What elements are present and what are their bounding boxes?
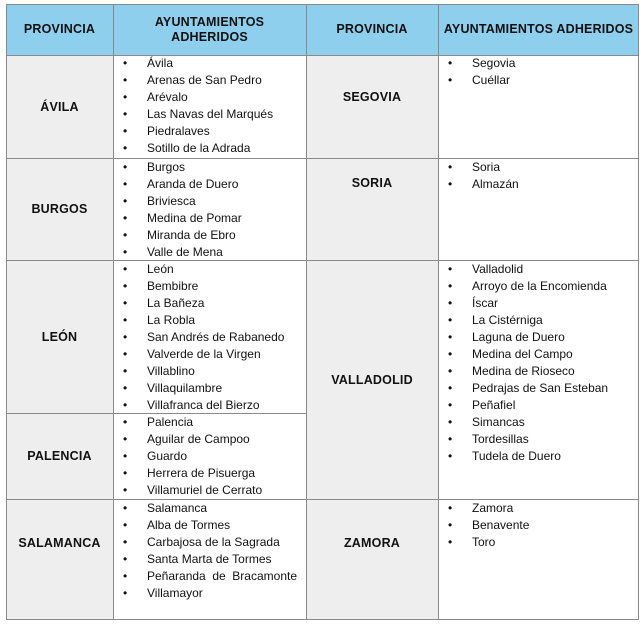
list-item: • Almazán — [438, 176, 639, 193]
towns-leon — [113, 261, 306, 413]
list-item: • Bembibre — [113, 278, 306, 295]
list-item: • Palencia — [113, 414, 306, 431]
province-leon: LEÓN — [41, 329, 78, 344]
list-item: • Cuéllar — [438, 72, 639, 89]
province-salamanca: SALAMANCA — [18, 535, 101, 550]
list-item: • Miranda de Ebro — [113, 227, 306, 244]
province-avila: ÁVILA — [40, 99, 79, 114]
towns-salamanca — [113, 500, 306, 620]
header-towns-right: AYUNTAMIENTOS ADHERIDOS — [443, 22, 634, 36]
list-item: • Arenas de San Pedro — [113, 72, 306, 89]
list-item: • Salamanca — [113, 500, 306, 517]
list-item: • Peñaranda de Bracamonte — [113, 568, 297, 585]
province-segovia: SEGOVIA — [342, 89, 402, 104]
list-item: • Valle de Mena — [113, 244, 306, 261]
list-item: • Villafranca del Bierzo — [113, 397, 306, 414]
list-item: • Burgos — [113, 159, 306, 176]
list-item: • Segovia — [438, 55, 639, 72]
header-province-right: PROVINCIA — [336, 22, 408, 36]
list-item: • Laguna de Duero — [438, 329, 639, 346]
list-item: • Íscar — [438, 295, 639, 312]
list-item: • Villablino — [113, 363, 306, 380]
towns-zamora — [438, 500, 639, 620]
list-item: • Ávila — [113, 55, 306, 72]
list-item: • La Bañeza — [113, 295, 306, 312]
towns-palencia — [113, 414, 306, 499]
list-item: • Pedrajas de San Esteban — [438, 380, 639, 397]
list-item: • Herrera de Pisuerga — [113, 465, 306, 482]
towns-segovia — [438, 55, 639, 158]
list-item: • Las Navas del Marqués — [113, 106, 306, 123]
list-item: • San Andrés de Rabanedo — [113, 329, 306, 346]
list-item: • Arévalo — [113, 89, 306, 106]
list-item: • La Robla — [113, 312, 306, 329]
province-zamora: ZAMORA — [343, 535, 401, 550]
province-valladolid: VALLADOLID — [331, 372, 413, 387]
list-item: • Tudela de Duero — [438, 448, 639, 465]
list-item: • Villamayor — [113, 585, 306, 602]
list-item: • Aguilar de Campoo — [113, 431, 306, 448]
list-item: • Peñafiel — [438, 397, 639, 414]
list-item: • Medina del Campo — [438, 346, 639, 363]
list-item: • Villamuriel de Cerrato — [113, 482, 306, 499]
list-item: • León — [113, 261, 306, 278]
province-burgos: BURGOS — [31, 202, 88, 216]
province-soria: SORIA — [351, 176, 393, 190]
list-item: • Briviesca — [113, 193, 306, 210]
list-item: • Arroyo de la Encomienda — [438, 278, 639, 295]
list-item: • Valverde de la Virgen — [113, 346, 306, 363]
towns-burgos — [113, 159, 306, 260]
list-item: • Simancas — [438, 414, 639, 431]
list-item: • La Cistérniga — [438, 312, 639, 329]
list-item: • Zamora — [438, 500, 639, 517]
towns-valladolid — [438, 261, 639, 499]
provinces-table — [6, 4, 639, 620]
list-item: • Santa Marta de Tormes — [113, 551, 306, 568]
list-item: • Piedralaves — [113, 123, 306, 140]
list-item: • Benavente — [438, 517, 639, 534]
header-towns-left: AYUNTAMIENTOS ADHERIDOS — [154, 14, 265, 44]
list-item: • Sotillo de la Adrada — [113, 140, 306, 157]
list-item: • Toro — [438, 534, 639, 551]
list-item: • Medina de Rioseco — [438, 363, 639, 380]
list-item: • Soria — [438, 159, 639, 176]
header-province-left: PROVINCIA — [23, 22, 96, 36]
list-item: • Carbajosa de la Sagrada — [113, 534, 306, 551]
towns-avila — [113, 55, 306, 158]
list-item: • Alba de Tormes — [113, 517, 306, 534]
towns-soria — [438, 159, 639, 260]
list-item: • Guardo — [113, 448, 306, 465]
list-item: • Tordesillas — [438, 431, 639, 448]
list-item: • Aranda de Duero — [113, 176, 306, 193]
list-item: • Medina de Pomar — [113, 210, 306, 227]
list-item: • Valladolid — [438, 261, 639, 278]
list-item: • Villaquilambre — [113, 380, 306, 397]
province-palencia: PALENCIA — [27, 449, 92, 463]
